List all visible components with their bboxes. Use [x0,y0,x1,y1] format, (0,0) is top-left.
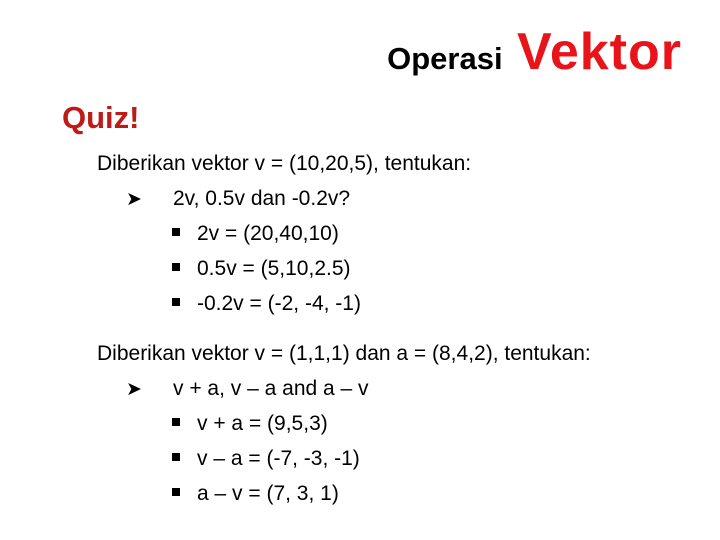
square-bullet-icon [172,488,180,496]
question-1-prompt: Diberikan vektor v = (10,20,5), tentukan: [97,152,472,175]
question-2-answer [97,476,591,511]
question-1-answer-text: 0.5v = (5,10,2.5) [197,257,351,280]
slide-title [387,22,682,82]
question-1 [97,146,471,321]
question-2-task [97,371,591,406]
question-1-answer [97,216,471,251]
square-bullet-icon [172,298,180,306]
arrow-bullet-icon: ➤ [126,379,142,400]
question-1-answer [97,251,471,286]
square-bullet-icon [172,418,180,426]
question-2-answer-text: v + a = (9,5,3) [197,412,328,435]
quiz-heading: Quiz! [62,100,140,135]
question-2-task-text: v + a, v – a and a – v [173,377,369,400]
question-2-answer [97,441,591,476]
square-bullet-icon [172,453,180,461]
square-bullet-icon [172,228,180,236]
question-2-answer-text: a – v = (7, 3, 1) [197,482,339,505]
question-1-answer-text: 2v = (20,40,10) [197,222,339,245]
title-prefix: Operasi [387,41,503,76]
square-bullet-icon [172,263,180,271]
question-2 [97,336,591,511]
question-1-task-text: 2v, 0.5v dan -0.2v? [173,187,351,210]
question-2-prompt: Diberikan vektor v = (1,1,1) dan a = (8,4,2), tentukan: [97,342,591,365]
question-1-task [97,181,471,216]
question-1-answer-text: -0.2v = (-2, -4, -1) [197,292,361,315]
question-2-answer-text: v – a = (-7, -3, -1) [197,447,360,470]
arrow-bullet-icon: ➤ [126,189,142,210]
question-2-answer [97,406,591,441]
title-main: Vektor [517,23,682,81]
question-1-answer [97,286,471,321]
